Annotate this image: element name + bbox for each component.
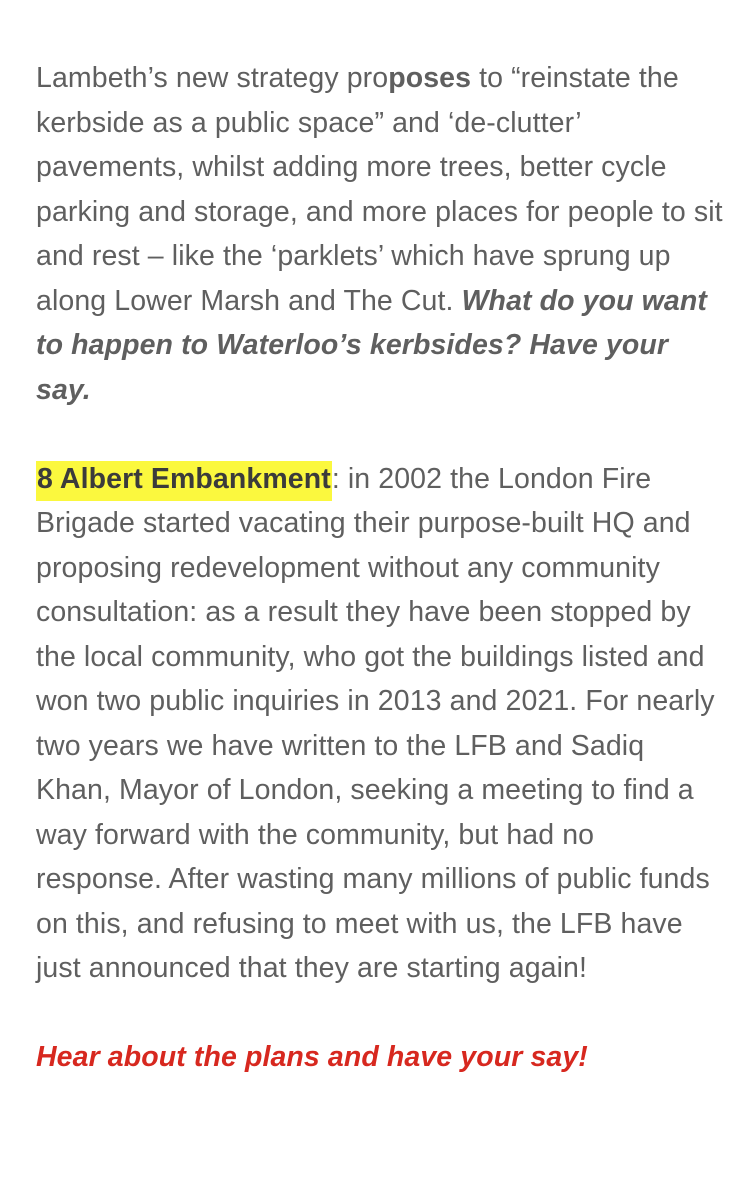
paragraph-text: Lambeth’s new strategy pro: [36, 62, 389, 94]
call-to-action-link[interactable]: Hear about the plans and have your say!: [36, 1041, 588, 1073]
article-body: [36, 56, 726, 1080]
paragraph-spacer: [36, 412, 726, 457]
paragraph-text: : in 2002 the London Fire Brigade started vacating their purpose-built HQ and proposing redevelopment without any community consultation: as a result they have been stopped by the local community, who got the buildings listed and won two public inquiries in 2013 and 2021. For nearly two years we have written to the LFB and Sadiq Khan, Mayor of London, seeking a meeting to find a way forward with the community, but had no response. After wasting many millions of public funds on this, and refusing to meet with us, the LFB have just announced that they are starting again!: [36, 462, 715, 984]
bold-fragment: poses: [388, 62, 472, 94]
kerbside-strategy-paragraph: [36, 56, 726, 412]
paragraph-spacer: [36, 991, 726, 1036]
highlighted-heading: 8 Albert Embankment: [36, 461, 332, 501]
paragraph-text: to “reinstate the kerbside as a public space” and ‘de-clutter’ pavements, whilst adding more trees, better cycle parking and storage, and more places for people to sit and rest – like the ‘parklets’ which have sprung up along Lower Marsh and The Cut.: [36, 62, 723, 317]
have-your-say-prompt: What do you want to happen to Waterloo’s kerbsides? Have your say.: [36, 284, 707, 406]
albert-embankment-paragraph: [36, 457, 726, 991]
